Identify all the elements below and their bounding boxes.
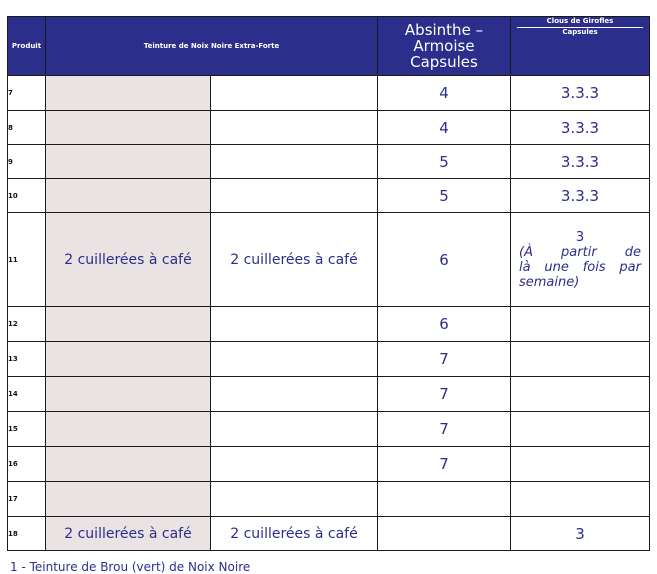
teinture-cell-b: [211, 145, 378, 179]
header-produit: Produit: [8, 17, 46, 76]
row-number: 17: [8, 482, 46, 517]
clous-cell: 3.3.3: [511, 145, 650, 179]
clous-cell: [511, 377, 650, 412]
clous-cell: 3.3.3: [511, 76, 650, 111]
header-absinthe-line1: Absinthe –: [404, 21, 484, 39]
clous-cell: 3.3.3: [511, 111, 650, 145]
row-number: 8: [8, 111, 46, 145]
table-row: [8, 213, 650, 307]
table-row: [8, 447, 650, 482]
header-row: [8, 17, 650, 76]
absinthe-cell: 7: [378, 447, 511, 482]
teinture-cell-a: [46, 76, 211, 111]
table-row: [8, 517, 650, 551]
teinture-cell-b: [211, 179, 378, 213]
row-number: 12: [8, 307, 46, 342]
clous-cell: [511, 412, 650, 447]
row-number: 16: [8, 447, 46, 482]
header-clous: [511, 17, 650, 76]
footer-note: 1 - Teinture de Brou (vert) de Noix Noire: [10, 560, 251, 574]
header-absinthe-line3: Capsules: [410, 53, 478, 71]
clous-note-cell: [511, 213, 650, 307]
table-row: [8, 111, 650, 145]
teinture-cell-a: [46, 482, 211, 517]
header-teinture: Teinture de Noix Noire Extra-Forte: [46, 17, 378, 76]
teinture-cell-b: [211, 307, 378, 342]
clous-note-line1: (À partir de: [519, 244, 641, 260]
clous-cell: [511, 342, 650, 377]
absinthe-cell: 6: [378, 307, 511, 342]
schedule-table: [7, 16, 650, 551]
teinture-cell-b: [211, 412, 378, 447]
header-absinthe: [378, 17, 511, 76]
absinthe-cell: 7: [378, 342, 511, 377]
row-number: 7: [8, 76, 46, 111]
header-clous-line1: Clous de Girofles: [546, 17, 614, 25]
teinture-cell-b: [211, 342, 378, 377]
teinture-cell-b: [211, 482, 378, 517]
teinture-cell-b: [211, 447, 378, 482]
clous-cell: [511, 482, 650, 517]
row-number: 10: [8, 179, 46, 213]
table-row: [8, 179, 650, 213]
teinture-cell-a: [46, 342, 211, 377]
table-row: [8, 307, 650, 342]
clous-cell: 3: [511, 517, 650, 551]
clous-cell: [511, 447, 650, 482]
absinthe-cell: 5: [378, 179, 511, 213]
clous-cell: [511, 307, 650, 342]
row-number: 14: [8, 377, 46, 412]
teinture-cell-a: [46, 145, 211, 179]
teinture-cell-b: [211, 377, 378, 412]
absinthe-cell: 5: [378, 145, 511, 179]
table-row: [8, 342, 650, 377]
absinthe-cell: 4: [378, 76, 511, 111]
teinture-cell-b: 2 cuillerées à café: [211, 213, 378, 307]
table-row: [8, 482, 650, 517]
teinture-cell-a: [46, 111, 211, 145]
table-row: [8, 76, 650, 111]
row-number: 15: [8, 412, 46, 447]
absinthe-cell: 4: [378, 111, 511, 145]
absinthe-cell: 6: [378, 213, 511, 307]
teinture-cell-a: 2 cuillerées à café: [46, 213, 211, 307]
row-number: 13: [8, 342, 46, 377]
absinthe-cell: 7: [378, 412, 511, 447]
row-number: 9: [8, 145, 46, 179]
teinture-cell-b: [211, 76, 378, 111]
table-row: [8, 145, 650, 179]
teinture-cell-b: 2 cuillerées à café: [211, 517, 378, 551]
absinthe-cell: [378, 482, 511, 517]
teinture-cell-a: [46, 377, 211, 412]
teinture-cell-b: [211, 111, 378, 145]
table-row: [8, 377, 650, 412]
teinture-cell-a: 2 cuillerées à café: [46, 517, 211, 551]
header-absinthe-line2: Armoise: [413, 37, 475, 55]
clous-value: 3: [575, 229, 585, 245]
table-row: [8, 412, 650, 447]
teinture-cell-a: [46, 179, 211, 213]
clous-note-line3: semaine): [519, 274, 580, 290]
teinture-cell-a: [46, 412, 211, 447]
clous-cell: 3.3.3: [511, 179, 650, 213]
teinture-cell-a: [46, 447, 211, 482]
absinthe-cell: 7: [378, 377, 511, 412]
clous-note-line2: là une fois par: [519, 259, 641, 275]
teinture-cell-a: [46, 307, 211, 342]
absinthe-cell: [378, 517, 511, 551]
header-clous-line2: Capsules: [562, 28, 598, 36]
row-number: 18: [8, 517, 46, 551]
row-number: 11: [8, 213, 46, 307]
